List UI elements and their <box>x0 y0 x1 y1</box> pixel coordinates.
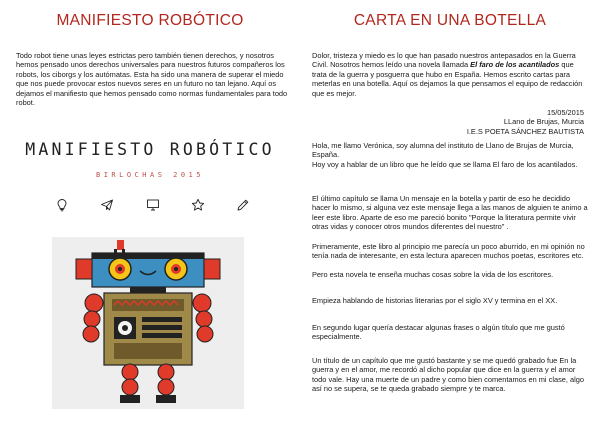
robot-illustration <box>52 237 244 409</box>
letter-paragraph: Hola, me llamo Verónica, soy alumna del instituto de Llano de Brujas de Murcia, España. <box>312 141 574 160</box>
monitor-icon <box>146 198 160 212</box>
letter-paragraph: Hoy voy a hablar de un libro que he leído que se llama El faro de los acantilados. <box>312 160 578 169</box>
letter-paragraph: Empieza hablando de historias literarias por el siglo XV y termina en el XX. <box>312 296 558 305</box>
paper-plane-icon <box>100 198 114 212</box>
letter-intro-book-title: El faro de los acantilados <box>470 60 560 70</box>
manifesto-banner-subtitle: BIRLOCHAS 2015 <box>95 171 204 179</box>
letter-intro <box>312 51 588 98</box>
letter-intro-text-2: que trata de la guerra y posguerra que hubo en España. Hemos escrito cartas para meterlas en una botella. Aquí os dejamos la que pensamos el equipo de redacción que es mejor. <box>312 60 583 98</box>
letter-paragraph: En segundo lugar quería destacar algunas frases o algún título que me gustó especialmente. <box>312 323 565 342</box>
manifesto-heading: MANIFIESTO ROBÓTICO <box>56 12 244 29</box>
letter-date: 15/05/2015 <box>547 108 584 117</box>
star-icon <box>191 198 205 212</box>
manifesto-banner-title: MANIFIESTO ROBÓTICO <box>25 140 275 159</box>
letter-date-block <box>467 108 584 136</box>
letter-paragraph: El último capítulo se llama Un mensaje en la botella y partir de eso he decidido hacer lo mismo, si alguna vez este mensaje llega a las manos de alguien te animo a leer este libro. Aparte de eso me pareció bonito "Porque la literatura permite vivir otras vidas y conocer otros mundos diferentes del nuestro" . <box>312 194 588 232</box>
letter-paragraph: Pero esta novela te enseña muchas cosas sobre la vida de los escritores. <box>312 270 554 279</box>
lightbulb-icon <box>55 198 69 212</box>
pencil-icon <box>236 198 250 212</box>
letter-heading: CARTA EN UNA BOTELLA <box>353 12 547 29</box>
letter-paragraph: Primeramente, este libro al principio me parecía un poco aburrido, en mi opinión no tenía nada de interesante, en esta lectura aparecen muchos poetas, escritores etc. <box>312 242 585 261</box>
icon-row <box>55 198 250 212</box>
manifesto-intro: Todo robot tiene unas leyes estrictas pero también tienen derechos, y nosotros hemos pensado unos derechos universales para nuestros futuros compañeros los robots, los ciborgs y los autómatas. Esta ha sido una manera de superar el miedo que nos puede provocar estos nuevos seres en un futuro no tan lejano. Aquí os dejamos el manifiesto que hemos pensado como normas fundamentales para todo robot. <box>16 51 288 108</box>
letter-intro-text-1: Dolor, tristeza y miedo es lo que han pasado nuestros antepasados en la Guerra Civil. Nosotros hemos leído una novela llamada <box>312 51 576 70</box>
letter-paragraph: Un título de un capítulo que me gustó bastante y se me quedó grabado fue En la guerra y en el amor, me recordó al dicho popular que dice en la guerra y el amor todo vale. Hay una muerte de un padre y como bien comentamos en mi clase, algo así no se supera, se te queda grabado siempre y te marca. <box>312 356 584 394</box>
letter-place: LLano de Brujas, Murcia <box>503 117 584 127</box>
letter-school: I.E.S POETA SÁNCHEZ BAUTISTA <box>466 126 584 136</box>
